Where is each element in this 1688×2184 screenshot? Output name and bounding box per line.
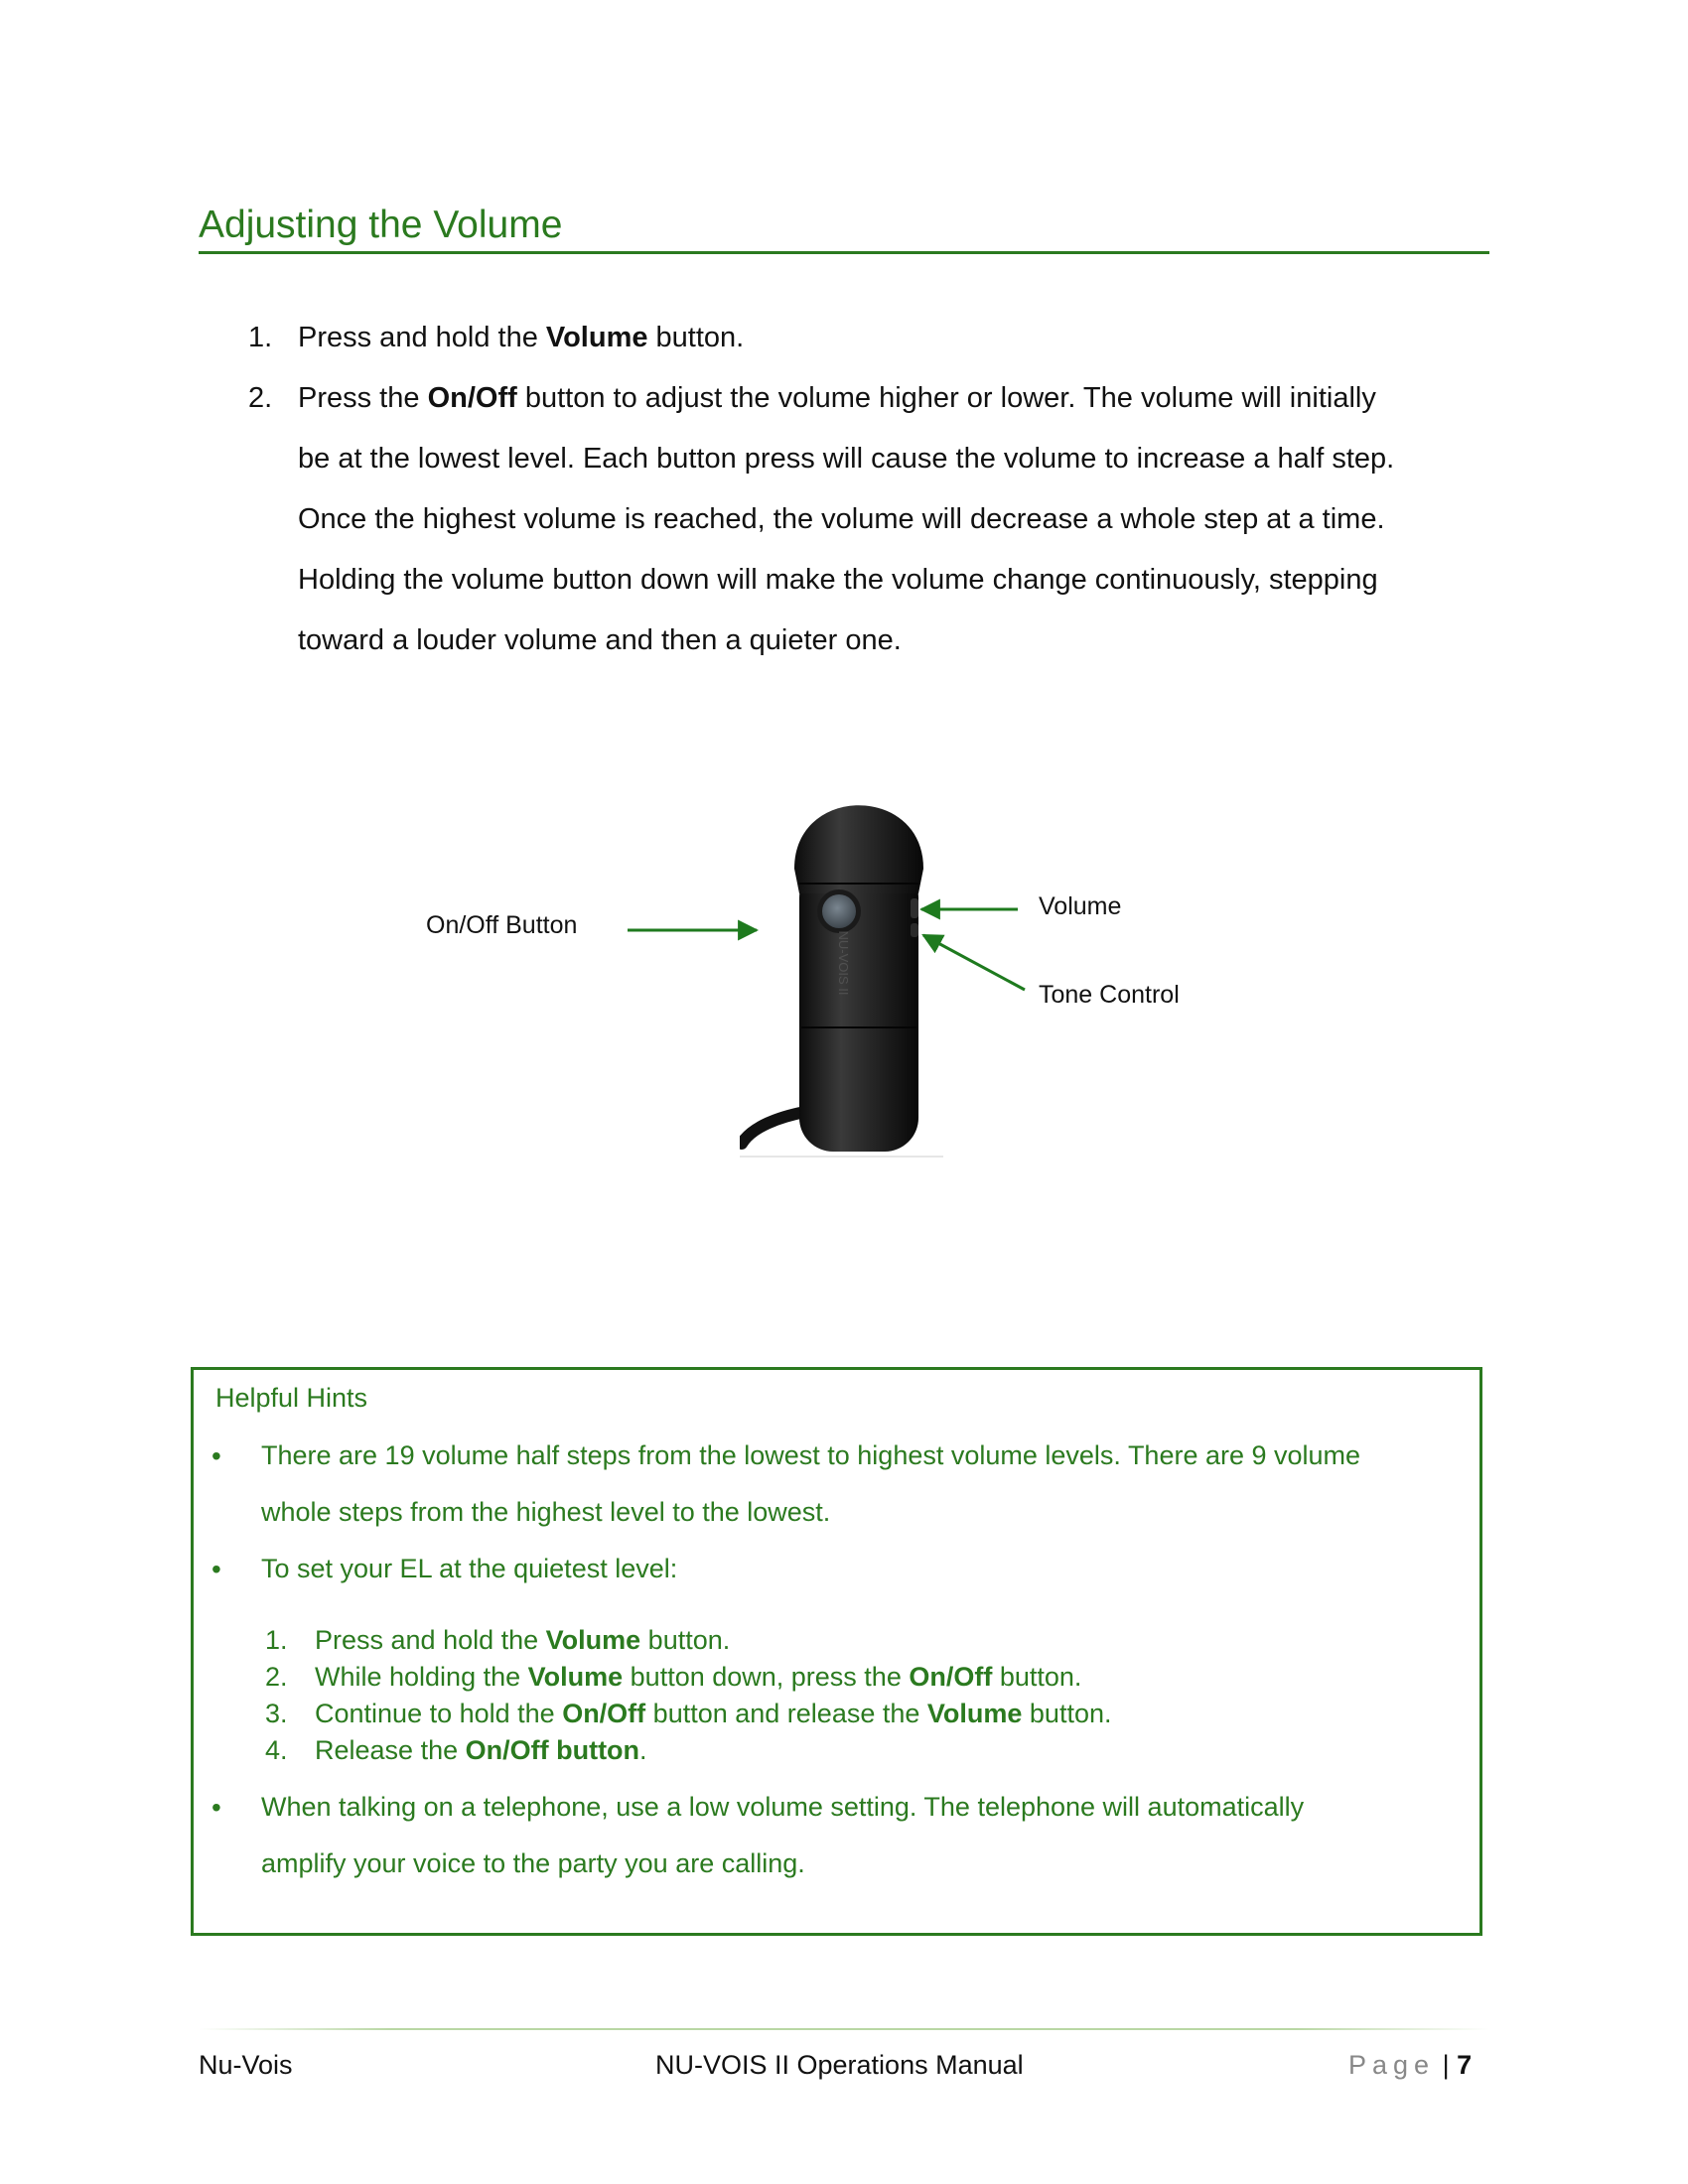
step-line: be at the lowest level. Each button press will cause the volume to increase a half step. bbox=[298, 443, 1395, 475]
cord bbox=[742, 1112, 805, 1144]
step-number: 1. bbox=[248, 322, 273, 353]
step-line: Press the On/Off button to adjust the volume higher or lower. The volume will initially bbox=[298, 382, 1376, 414]
substep-text: Continue to hold the On/Off button and release the Volume button. bbox=[315, 1699, 1112, 1728]
on-off-button bbox=[822, 894, 856, 928]
hint-bullet bbox=[211, 1428, 1433, 1541]
page-word: Page bbox=[1348, 2050, 1436, 2080]
hint-text: To set your EL at the quietest level: bbox=[261, 1554, 678, 1583]
footer-rule bbox=[199, 2028, 1489, 2030]
device-imprint: NU-VOIS II bbox=[836, 930, 851, 996]
step-line: toward a louder volume and then a quieter one. bbox=[298, 624, 902, 656]
substep-number: 2. bbox=[265, 1662, 288, 1692]
electrolarynx-device-image bbox=[740, 774, 958, 1171]
bullet-icon: • bbox=[211, 1792, 221, 1823]
device-figure bbox=[740, 774, 958, 1171]
substep-number: 4. bbox=[265, 1735, 288, 1765]
hint-substep bbox=[265, 1659, 1407, 1696]
step-text bbox=[298, 368, 1394, 671]
hints-title: Helpful Hints bbox=[215, 1383, 368, 1413]
hint-substep bbox=[265, 1696, 1407, 1732]
footer-title: NU-VOIS II Operations Manual bbox=[655, 2050, 1024, 2080]
helpful-hints-box bbox=[191, 1367, 1482, 1936]
tone-control bbox=[911, 923, 918, 937]
substep-number: 3. bbox=[265, 1699, 288, 1728]
step-line: Holding the volume button down will make the volume change continuously, stepping bbox=[298, 564, 1378, 596]
hint-bullet bbox=[211, 1541, 1433, 1597]
step-1 bbox=[248, 308, 1479, 368]
volume-steps bbox=[248, 308, 1479, 671]
hint-substep bbox=[265, 1732, 1407, 1769]
step-2 bbox=[248, 368, 1479, 671]
page-separator: | bbox=[1442, 2050, 1450, 2080]
hint-line: When talking on a telephone, use a low volume setting. The telephone will automatically bbox=[261, 1792, 1305, 1822]
volume-button bbox=[911, 898, 918, 918]
step-text: Press and hold the Volume button. bbox=[298, 322, 745, 353]
hint-substep bbox=[265, 1622, 1407, 1659]
footer-left: Nu-Vois bbox=[199, 2050, 293, 2080]
bullet-icon: • bbox=[211, 1440, 221, 1471]
section-heading: Adjusting the Volume bbox=[199, 202, 1489, 254]
step-line: Once the highest volume is reached, the volume will decrease a whole step at a time. bbox=[298, 503, 1385, 535]
hint-line: whole steps from the highest level to the lowest. bbox=[261, 1497, 831, 1527]
hint-text bbox=[261, 1779, 1304, 1892]
substep-text: Press and hold the Volume button. bbox=[315, 1625, 731, 1655]
hint-line: amplify your voice to the party you are calling. bbox=[261, 1848, 805, 1878]
step-number: 2. bbox=[248, 382, 273, 414]
volume-label: Volume bbox=[1039, 892, 1122, 920]
hint-text bbox=[261, 1428, 1360, 1541]
footer-page bbox=[1348, 2047, 1472, 2083]
on-off-button-label: On/Off Button bbox=[426, 911, 578, 939]
hint-bullet bbox=[211, 1779, 1433, 1892]
substep-text: Release the On/Off button. bbox=[315, 1735, 647, 1765]
device-head bbox=[794, 805, 923, 893]
hint-line: There are 19 volume half steps from the lowest to highest volume levels. There are 9 volume bbox=[261, 1440, 1361, 1470]
substep-number: 1. bbox=[265, 1625, 288, 1655]
page-number: 7 bbox=[1457, 2050, 1473, 2080]
substep-text: While holding the Volume button down, press the On/Off button. bbox=[315, 1662, 1082, 1692]
tone-control-label: Tone Control bbox=[1039, 981, 1180, 1009]
bullet-icon: • bbox=[211, 1554, 221, 1584]
